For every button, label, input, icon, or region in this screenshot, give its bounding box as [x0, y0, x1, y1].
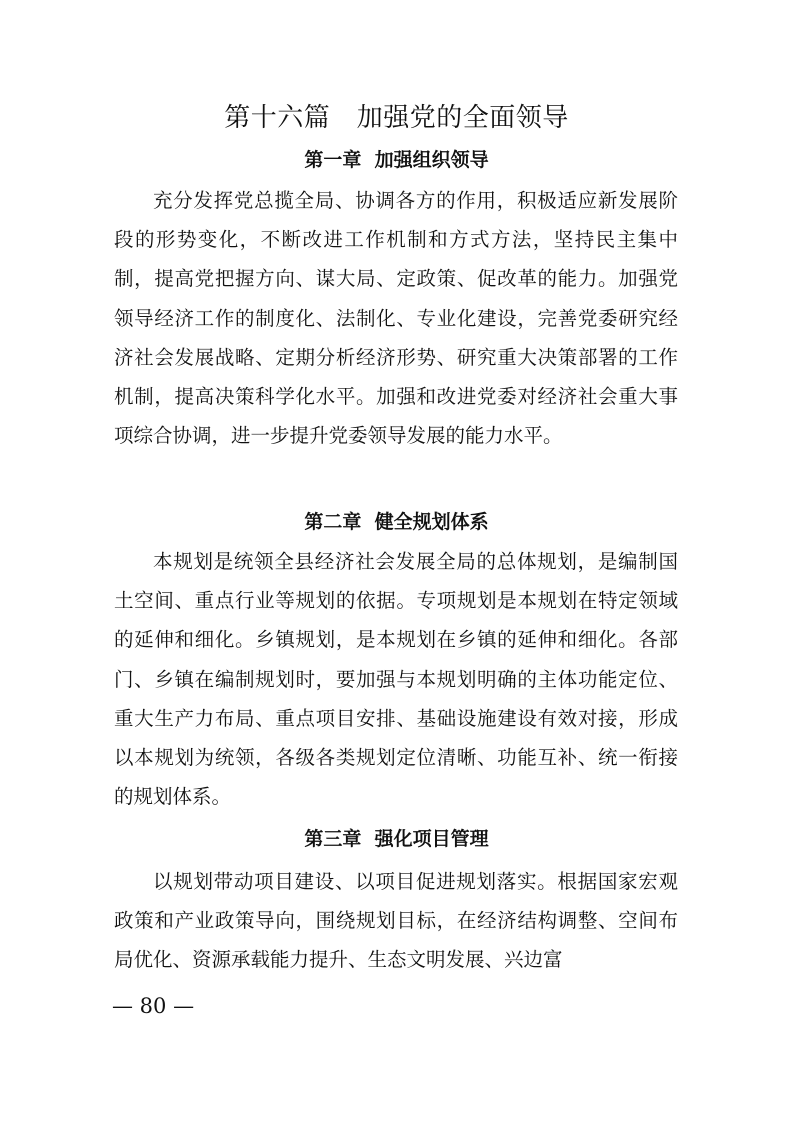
chapter-3-title: 第三章 强化项目管理 [304, 828, 489, 850]
chapter-2-paragraph: 本规划是统领全县经济社会发展全局的总体规划，是编制国土空间、重点行业等规划的依据。专项规划是本规划在特定领域的延伸和细化。乡镇规划，是本规划在乡镇的延伸和细化。各部门、乡镇在编制规划时，要加强与本规划明确的主体功能定位、重大生产力布局、重点项目安排、基础设施建设有效对接，形成以本规划为统领，各级各类规划定位清晰、功能互补、统一衔接的规划体系。 [114, 550, 678, 809]
part-title: 第十六篇 加强党的全面领导 [224, 103, 569, 133]
page-number: — 80 — [112, 994, 195, 1018]
chapter-1-paragraph: 充分发挥党总揽全局、协调各方的作用，积极适应新发展阶段的形势变化，不断改进工作机制和方式方法，坚持民主集中制，提高党把握方向、谋大局、定政策、促改革的能力。加强党领导经济工作的制度化、法制化、专业化建设，完善党委研究经济社会发展战略、定期分析经济形势、研究重大决策部署的工作机制，提高决策科学化水平。加强和改进党委对经济社会重大事项综合协调，进一步提升党委领导发展的能力水平。 [114, 189, 678, 448]
chapter-3-paragraph: 以规划带动项目建设、以项目促进规划落实。根据国家宏观政策和产业政策导向，围绕规划目标，在经济结构调整、空间布局优化、资源承载能力提升、生态文明发展、兴边富 [114, 870, 678, 972]
chapter-1-title: 第一章 加强组织领导 [304, 149, 489, 171]
chapter-2-title: 第二章 健全规划体系 [304, 511, 489, 533]
